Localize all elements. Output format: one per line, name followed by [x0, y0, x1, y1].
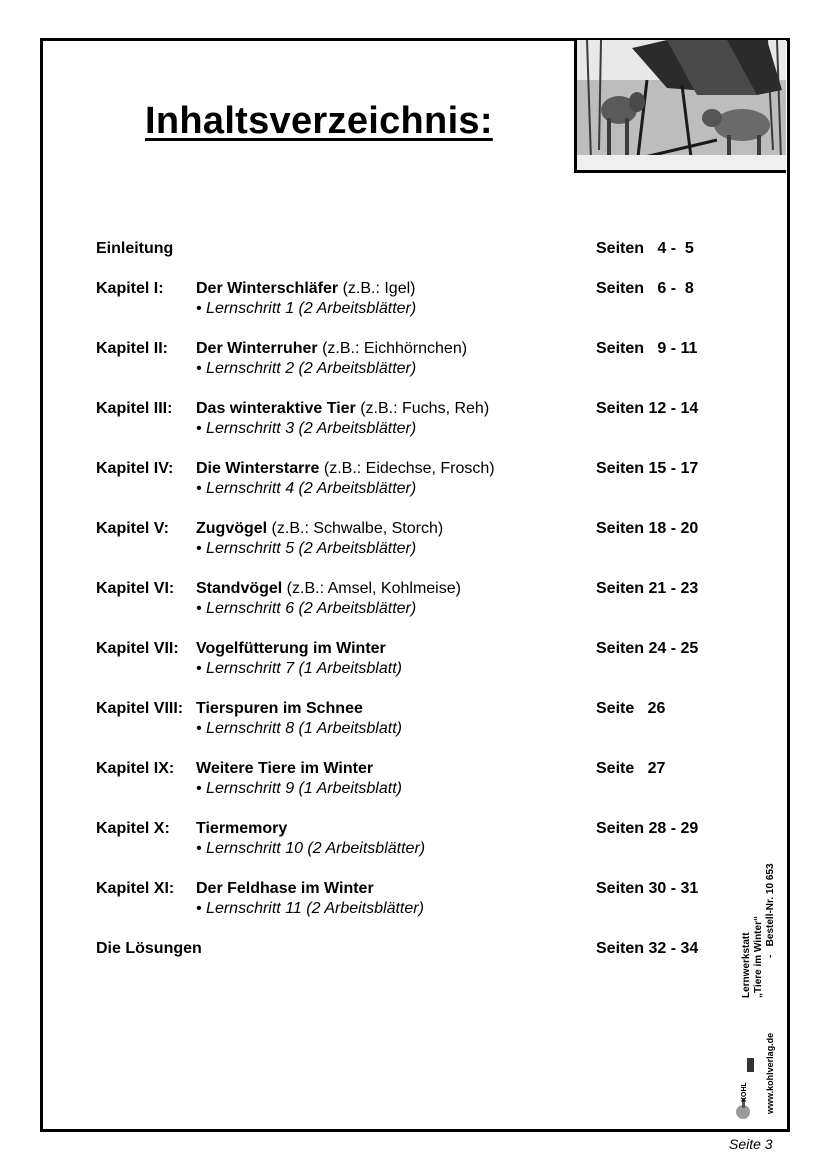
- chapter-title: [196, 580, 461, 598]
- toc-label: Kapitel I:: [96, 280, 164, 297]
- toc-label: Kapitel III:: [96, 400, 173, 417]
- toc-label: Kapitel IV:: [96, 460, 174, 477]
- page-range: Seiten 12 - 14: [596, 400, 699, 417]
- toc-label: Kapitel IX:: [96, 760, 175, 777]
- chapter-title-bold: Der Feldhase im Winter: [196, 880, 374, 897]
- chapter-title: [196, 640, 386, 658]
- separator: -: [765, 954, 776, 958]
- chapter-title: [196, 520, 443, 538]
- chapter-title-bold: Das winteraktive Tier: [196, 400, 356, 417]
- chapter-title-bold: Die Winterstarre: [196, 460, 320, 477]
- page-number: Seite 3: [729, 1136, 773, 1152]
- page-range: Seiten 6 - 8: [596, 280, 694, 297]
- page-range: Seiten 18 - 20: [596, 520, 699, 537]
- learning-step: • Lernschritt 11 (2 Arbeitsblätter): [196, 900, 424, 917]
- learning-step: • Lernschritt 6 (2 Arbeitsblätter): [196, 600, 417, 617]
- chapter-title-bold: Standvögel: [196, 580, 283, 597]
- toc-row: [96, 400, 716, 460]
- toc-row: [96, 700, 716, 760]
- chapter-example: (z.B.: Igel): [338, 280, 416, 297]
- toc-label: Kapitel XI:: [96, 880, 175, 897]
- toc-row: [96, 880, 716, 940]
- page-range: Seite 27: [596, 760, 666, 777]
- chapter-example: (z.B.: Eidechse, Frosch): [319, 460, 495, 477]
- learning-step: • Lernschritt 8 (1 Arbeitsblatt): [196, 720, 402, 737]
- learning-step: • Lernschritt 7 (1 Arbeitsblatt): [196, 660, 402, 677]
- book-title: „Tiere im Winter“: [753, 916, 764, 998]
- order-number: [765, 863, 776, 958]
- chapter-title-bold: Der Winterschläfer: [196, 280, 339, 297]
- toc-label: Kapitel VII:: [96, 640, 179, 657]
- toc-label: Kapitel VIII:: [96, 700, 184, 717]
- chapter-title-bold: Tierspuren im Schnee: [196, 700, 363, 717]
- toc-row: [96, 760, 716, 820]
- order-number-text: Bestell-Nr. 10 653: [765, 863, 776, 947]
- logo-text: KOHL: [741, 1082, 748, 1102]
- learning-step: • Lernschritt 2 (2 Arbeitsblätter): [196, 360, 417, 377]
- page-range: Seiten 21 - 23: [596, 580, 699, 597]
- table-of-contents: [96, 240, 716, 1000]
- learning-step: • Lernschritt 5 (2 Arbeitsblätter): [196, 540, 417, 557]
- toc-row: [96, 240, 716, 280]
- learning-step: • Lernschritt 4 (2 Arbeitsblätter): [196, 480, 417, 497]
- page-range: Seite 26: [596, 700, 666, 717]
- publisher-sidebar: [738, 853, 780, 1118]
- learning-step: • Lernschritt 9 (1 Arbeitsblatt): [196, 780, 402, 797]
- chapter-title-bold: Tiermemory: [196, 820, 288, 837]
- toc-row: [96, 520, 716, 580]
- toc-row: [96, 580, 716, 640]
- learning-step: • Lernschritt 10 (2 Arbeitsblätter): [196, 840, 426, 857]
- toc-label: Einleitung: [96, 240, 174, 257]
- toc-row: [96, 340, 716, 400]
- chapter-title: [196, 880, 374, 898]
- toc-row: [96, 640, 716, 700]
- toc-row: [96, 460, 716, 520]
- winter-feeder-photo: [574, 40, 786, 173]
- toc-label: Kapitel X:: [96, 820, 170, 837]
- page-range: Seiten 4 - 5: [596, 240, 694, 257]
- toc-label: Die Lösungen: [96, 940, 202, 957]
- chapter-example: (z.B.: Amsel, Kohlmeise): [282, 580, 461, 597]
- chapter-title: [196, 340, 467, 358]
- page-range: Seiten 28 - 29: [596, 820, 699, 837]
- toc-row: [96, 940, 716, 1000]
- chapter-title-bold: Vogelfütterung im Winter: [196, 640, 386, 657]
- toc-row: [96, 820, 716, 880]
- page-range: Seiten 9 - 11: [596, 340, 698, 357]
- toc-label: Kapitel V:: [96, 520, 169, 537]
- toc-row: [96, 280, 716, 340]
- chapter-title: [196, 700, 363, 718]
- chapter-example: (z.B.: Fuchs, Reh): [355, 400, 490, 417]
- chapter-title-bold: Zugvögel: [196, 520, 268, 537]
- learning-step: • Lernschritt 3 (2 Arbeitsblätter): [196, 420, 417, 437]
- toc-label: Kapitel VI:: [96, 580, 175, 597]
- page-range: Seiten 32 - 34: [596, 940, 699, 957]
- page-range: Seiten 30 - 31: [596, 880, 699, 897]
- chapter-title-bold: Weitere Tiere im Winter: [196, 760, 374, 777]
- chapter-title-bold: Der Winterruher: [196, 340, 318, 357]
- chapter-example: (z.B.: Schwalbe, Storch): [267, 520, 444, 537]
- chapter-title: [196, 280, 415, 298]
- toc-label: Kapitel II:: [96, 340, 169, 357]
- page-range: Seiten 24 - 25: [596, 640, 699, 657]
- publisher-website[interactable]: www.kohlverlag.de: [765, 1032, 775, 1114]
- learning-step: • Lernschritt 1 (2 Arbeitsblätter): [196, 300, 417, 317]
- chapter-title: [196, 760, 373, 778]
- series-name: Lernwerkstatt: [741, 932, 752, 998]
- chapter-title: [196, 820, 287, 838]
- page-range: Seiten 15 - 17: [596, 460, 699, 477]
- chapter-example: (z.B.: Eichhörnchen): [317, 340, 468, 357]
- chapter-title: [196, 460, 495, 478]
- page-title: Inhaltsverzeichnis:: [145, 100, 493, 142]
- chapter-title: [196, 400, 489, 418]
